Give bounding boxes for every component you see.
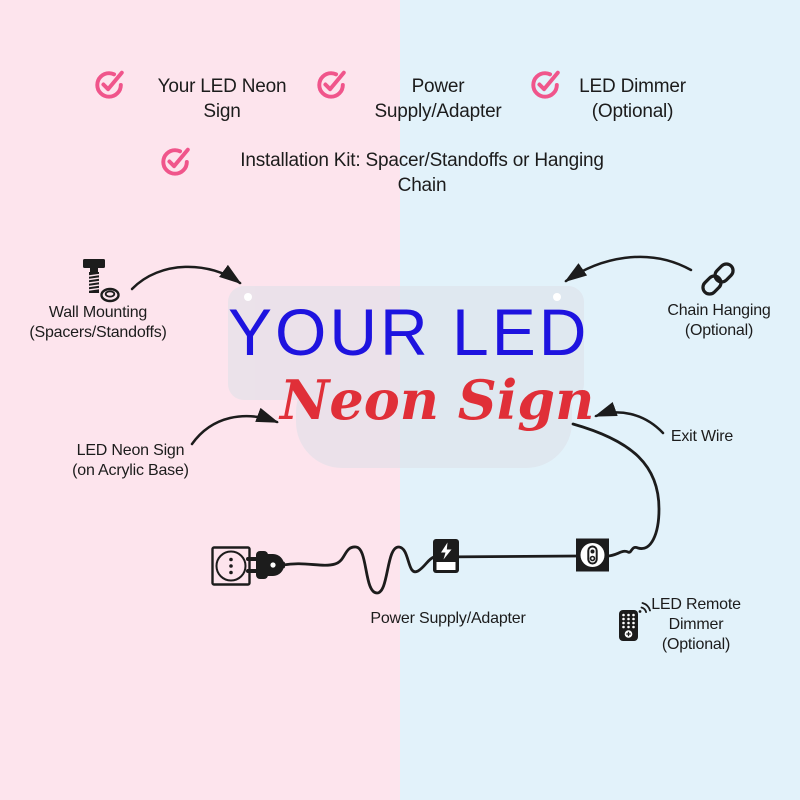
power-adapter-icon <box>433 538 459 574</box>
checklist-line: Installation Kit: Spacer/Standoffs or Hanging <box>240 150 604 171</box>
check-icon <box>530 67 562 101</box>
checklist-line: Sign <box>203 101 241 122</box>
screw-standoff-icon <box>80 258 120 304</box>
callout-line: LED Remote <box>651 596 741 613</box>
power-cord-wire <box>283 547 578 593</box>
checklist-line: Power <box>411 76 465 97</box>
led-neon-sign-label <box>28 441 233 481</box>
chain-link-icon <box>699 260 737 298</box>
callout-line: LED Neon Sign <box>76 442 185 459</box>
callout-line: (Optional) <box>661 636 731 653</box>
checklist-line: Your LED Neon <box>157 76 287 97</box>
power-supply-label <box>338 609 558 629</box>
callout-line: Exit Wire <box>670 428 734 445</box>
checklist-label-power-supply <box>352 74 524 124</box>
exit-wire-label <box>646 427 758 447</box>
check-icon <box>94 67 126 101</box>
checklist-item-installation-kit <box>160 144 192 178</box>
checklist-item-power-supply <box>316 67 348 101</box>
checklist-item-neon-sign <box>94 67 126 101</box>
chain-hanging-label <box>628 301 800 341</box>
checklist-line: LED Dimmer <box>579 76 686 97</box>
checklist-label-installation-kit <box>196 148 648 198</box>
callout-line: Wall Mounting <box>48 304 148 321</box>
inline-dimmer-switch-icon <box>576 538 609 572</box>
callout-line: Chain Hanging <box>667 302 771 319</box>
sign-title-text: YOUR LED <box>228 295 590 369</box>
arrow-led-neon-sign <box>192 416 277 444</box>
callout-line: (on Acrylic Base) <box>72 462 189 479</box>
led-remote-dimmer-label <box>641 595 751 655</box>
callout-line: Dimmer <box>668 616 724 633</box>
check-icon <box>316 67 348 101</box>
checklist-label-neon-sign <box>138 74 306 124</box>
checklist-line: Supply/Adapter <box>374 101 502 122</box>
checklist-line: Chain <box>397 175 447 196</box>
wall-outlet-icon <box>211 546 251 586</box>
callout-line: (Optional) <box>684 322 754 339</box>
sign-script-text: Neon Sign <box>280 368 595 432</box>
power-plug-icon <box>246 548 292 582</box>
arrow-wall-mounting <box>132 267 240 289</box>
check-icon <box>160 144 192 178</box>
checklist-item-led-dimmer <box>530 67 562 101</box>
callout-line: Power Supply/Adapter <box>370 610 526 627</box>
checklist-label-led-dimmer <box>560 74 705 124</box>
checklist-line: (Optional) <box>591 101 674 122</box>
callout-line: (Spacers/Standoffs) <box>29 324 167 341</box>
wall-mounting-label <box>7 303 189 343</box>
arrow-chain-hanging <box>566 257 691 281</box>
